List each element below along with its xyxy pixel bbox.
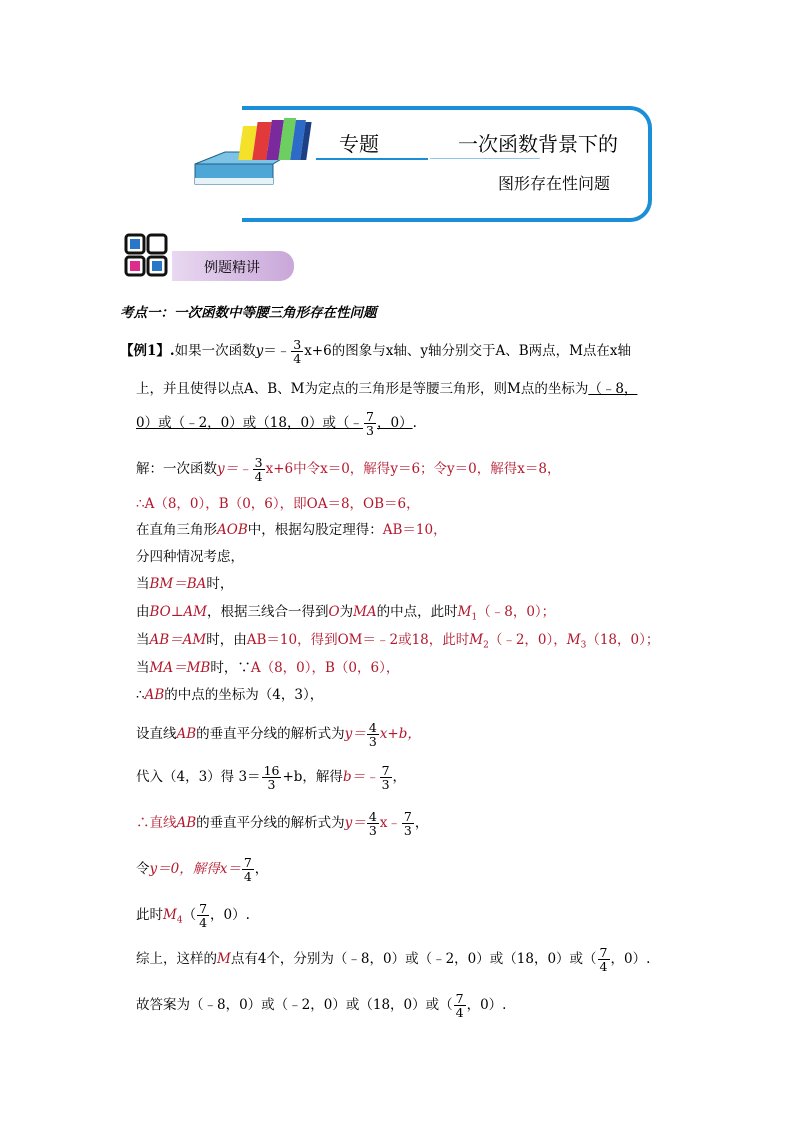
fraction: $\frac{16}{3}$ bbox=[263, 763, 280, 792]
solution-line-8: 当MA＝MB时，∵A（8，0），B（0，6）， bbox=[136, 660, 400, 676]
solution-line-1: 解：一次函数y＝﹣ $\frac{3}{4}$ x+6中令x＝0，解得y＝6；令y＝0，解得x＝8， bbox=[136, 455, 561, 484]
fraction: $\frac{7}{4}$ bbox=[199, 901, 208, 930]
question-line-2: 上，并且使得以点A、B、M为定点的三角形是等腰三角形，则M点的坐标为（﹣8， bbox=[136, 381, 638, 397]
fraction: $\frac{3}{4}$ bbox=[293, 337, 302, 366]
fraction: $\frac{7}{4}$ bbox=[455, 991, 464, 1020]
header-label: 专题 bbox=[339, 132, 379, 156]
grid-squares-icon bbox=[124, 233, 176, 281]
header-underline-thin bbox=[430, 158, 540, 159]
solution-line-4: 分四种情况考虑， bbox=[136, 549, 244, 565]
header-title-line2: 图形存在性问题 bbox=[498, 174, 611, 193]
answer-blank: 0）或（﹣2，0）或（18，0）或（﹣ $\frac{7}{3}$ ，0） bbox=[136, 409, 413, 438]
question-line-1: 【例1】.如果一次函数y＝﹣ $\frac{3}{4}$ x+6的图象与x轴、y轴分别交于A、B两点，M点在x轴 bbox=[120, 337, 632, 366]
solution-line-16: 故答案为（﹣8，0）或（﹣2，0）或（18，0）或（ $\frac{7}{4}$ ，0）. bbox=[136, 991, 507, 1020]
fraction: $\frac{7}{4}$ bbox=[243, 855, 252, 884]
fraction: $\frac{3}{4}$ bbox=[254, 455, 263, 484]
solution-line-11: 代入（4，3）得 3＝ $\frac{16}{3}$ +b，解得b＝﹣ $\frac{7}{3}$ ， bbox=[136, 763, 407, 792]
fraction: $\frac{4}{3}$ bbox=[368, 809, 377, 838]
fraction: $\frac{7}{4}$ bbox=[599, 945, 608, 974]
fraction: $\frac{7}{3}$ bbox=[366, 409, 374, 438]
fraction: $\frac{7}{3}$ bbox=[403, 809, 412, 838]
solution-line-5: 当BM＝BA时， bbox=[136, 576, 234, 592]
question-line-3: 0）或（﹣2，0）或（18，0）或（﹣ $\frac{7}{3}$ ，0）. bbox=[136, 409, 417, 438]
header-underline bbox=[316, 158, 428, 160]
books-icon bbox=[185, 112, 315, 194]
header-title-line1: 一次函数背景下的 bbox=[458, 132, 618, 156]
solution-line-12: ∴直线AB的垂直平分线的解析式为y＝ $\frac{4}{3}$ x﹣ $\frac{7}{3}$ ， bbox=[136, 809, 429, 838]
example-tag: 【例1】. bbox=[120, 343, 175, 359]
fraction: $\frac{4}{3}$ bbox=[368, 720, 377, 749]
topic-heading: 考点一：一次函数中等腰三角形存在性问题 bbox=[120, 305, 377, 321]
solution-line-9: ∴AB的中点的坐标为（4，3）， bbox=[136, 687, 324, 703]
solution-line-14: 此时$M_4$（ $\frac{7}{4}$ ，0）. bbox=[136, 901, 250, 930]
section-tag: 例题精讲 bbox=[204, 260, 260, 276]
solution-line-15: 综上，这样的M点有4个，分别为（﹣8，0）或（﹣2，0）或（18，0）或（ $\frac{7}{4}$ ，0）. bbox=[136, 945, 651, 974]
solution-line-10: 设直线AB的垂直平分线的解析式为y＝ $\frac{4}{3}$ x+b， bbox=[136, 720, 421, 749]
solution-line-3: 在直角三角形AOB中，根据勾股定理得：AB＝10， bbox=[136, 522, 447, 538]
solution-line-6: 由BO⊥AM，根据三线合一得到O为MA的中点，此时$M_1(﹣8$，0）； bbox=[136, 604, 556, 623]
solution-line-7: 当AB＝AM时，由AB＝10，得到OM＝﹣2或18，此时$M_2(﹣2$，0），$M_3(18$，0）； bbox=[136, 632, 660, 651]
fraction: $\frac{7}{3}$ bbox=[381, 763, 390, 792]
solution-line-2: ∴A（8，0），B（0，6），即OA＝8，OB＝6， bbox=[136, 496, 420, 512]
answer-blank: （﹣8， bbox=[588, 381, 638, 397]
solution-line-13: 令y＝0，解得x＝ $\frac{7}{4}$ ， bbox=[136, 855, 269, 884]
